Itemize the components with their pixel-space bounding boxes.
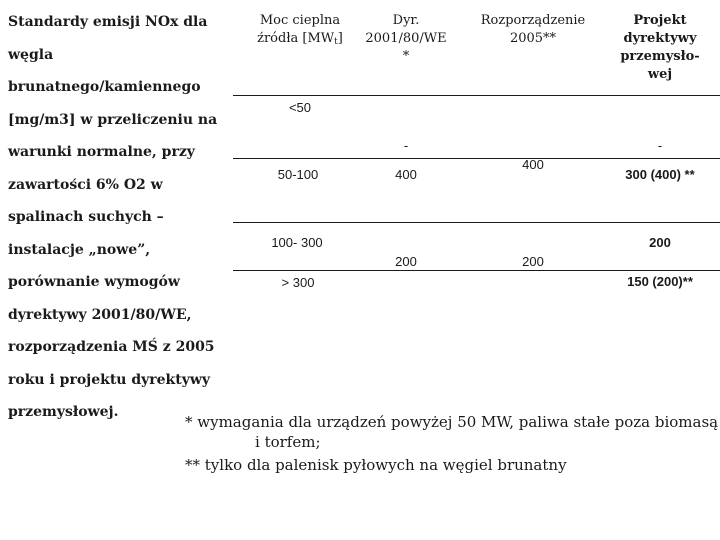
desc-line: roku i projektu dyrektywy (8, 371, 211, 388)
header-rozp (468, 12, 598, 48)
table-rule (233, 270, 720, 271)
desc-line: porównanie wymogów (8, 274, 180, 290)
header-rozp-line1: Rozporządzenie (480, 13, 586, 28)
footnote-1-line2: i torfem; (255, 433, 321, 451)
cell-moc: > 300 (281, 275, 315, 290)
header-proj-line2: dyrektywy (623, 31, 697, 46)
header-proj (610, 12, 710, 84)
header-dyr-line1: Dyr. (392, 13, 420, 28)
cell-dyr: 400 (395, 167, 417, 182)
desc-line: dyrektywy 2001/80/WE, (8, 306, 192, 323)
desc-line: przemysłowej. (8, 404, 119, 420)
header-proj-line3: przemysło- (620, 49, 700, 64)
cell-proj: 300 (400) ** (625, 167, 695, 182)
cell-moc: 100- 300 (271, 235, 323, 250)
header-proj-line1: Projekt (633, 13, 687, 28)
footnote-1 (185, 412, 719, 452)
cell-moc: <50 (288, 100, 312, 115)
footnote-1-line1: * wymagania dla urządzeń powyżej 50 MW, paliwa stałe poza biomasą (185, 413, 719, 431)
left-description (8, 6, 233, 429)
table-rule (233, 158, 720, 159)
cell-dyr: - (403, 138, 409, 153)
cell-proj: 200 (649, 235, 671, 250)
header-moc (240, 12, 360, 51)
desc-line: warunki normalne, przy (8, 144, 195, 160)
header-dyr-line3: * (402, 49, 410, 64)
desc-line: brunatnego/kamiennego (8, 79, 201, 95)
cell-dyr: 200 (395, 254, 417, 269)
table-rule (233, 95, 720, 96)
header-moc-line1: Moc cieplna (259, 13, 341, 28)
desc-line: rozporządzenia MŚ z 2005 (8, 339, 215, 355)
desc-line: zawartości 6% O2 w (8, 176, 163, 193)
desc-line: [mg/m3] w przeliczeniu na (8, 111, 218, 128)
header-dyr-line2: 2001/80/WE (365, 31, 447, 46)
footnote-2: ** tylko dla palenisk pyłowych na węgiel brunatny (185, 456, 567, 474)
header-moc-line2: źródła $[MW_t]$ (257, 31, 343, 47)
cell-moc: 50-100 (277, 167, 319, 182)
cell-rozp: 200 (522, 254, 544, 269)
cell-rozp: 400 (522, 157, 544, 172)
header-proj-line4: wej (647, 67, 673, 82)
desc-line: Standardy emisji NOx dla (8, 14, 208, 30)
desc-line: spalinach suchych – (8, 209, 164, 225)
table-rule (233, 222, 720, 223)
cell-proj: - (657, 138, 663, 153)
cell-proj: 150 (200)** (627, 274, 693, 289)
header-dyr (356, 12, 456, 66)
desc-line: instalacje „nowe”, (8, 241, 151, 258)
desc-line: węgla (8, 46, 54, 63)
header-rozp-line2: 2005** (509, 31, 557, 46)
